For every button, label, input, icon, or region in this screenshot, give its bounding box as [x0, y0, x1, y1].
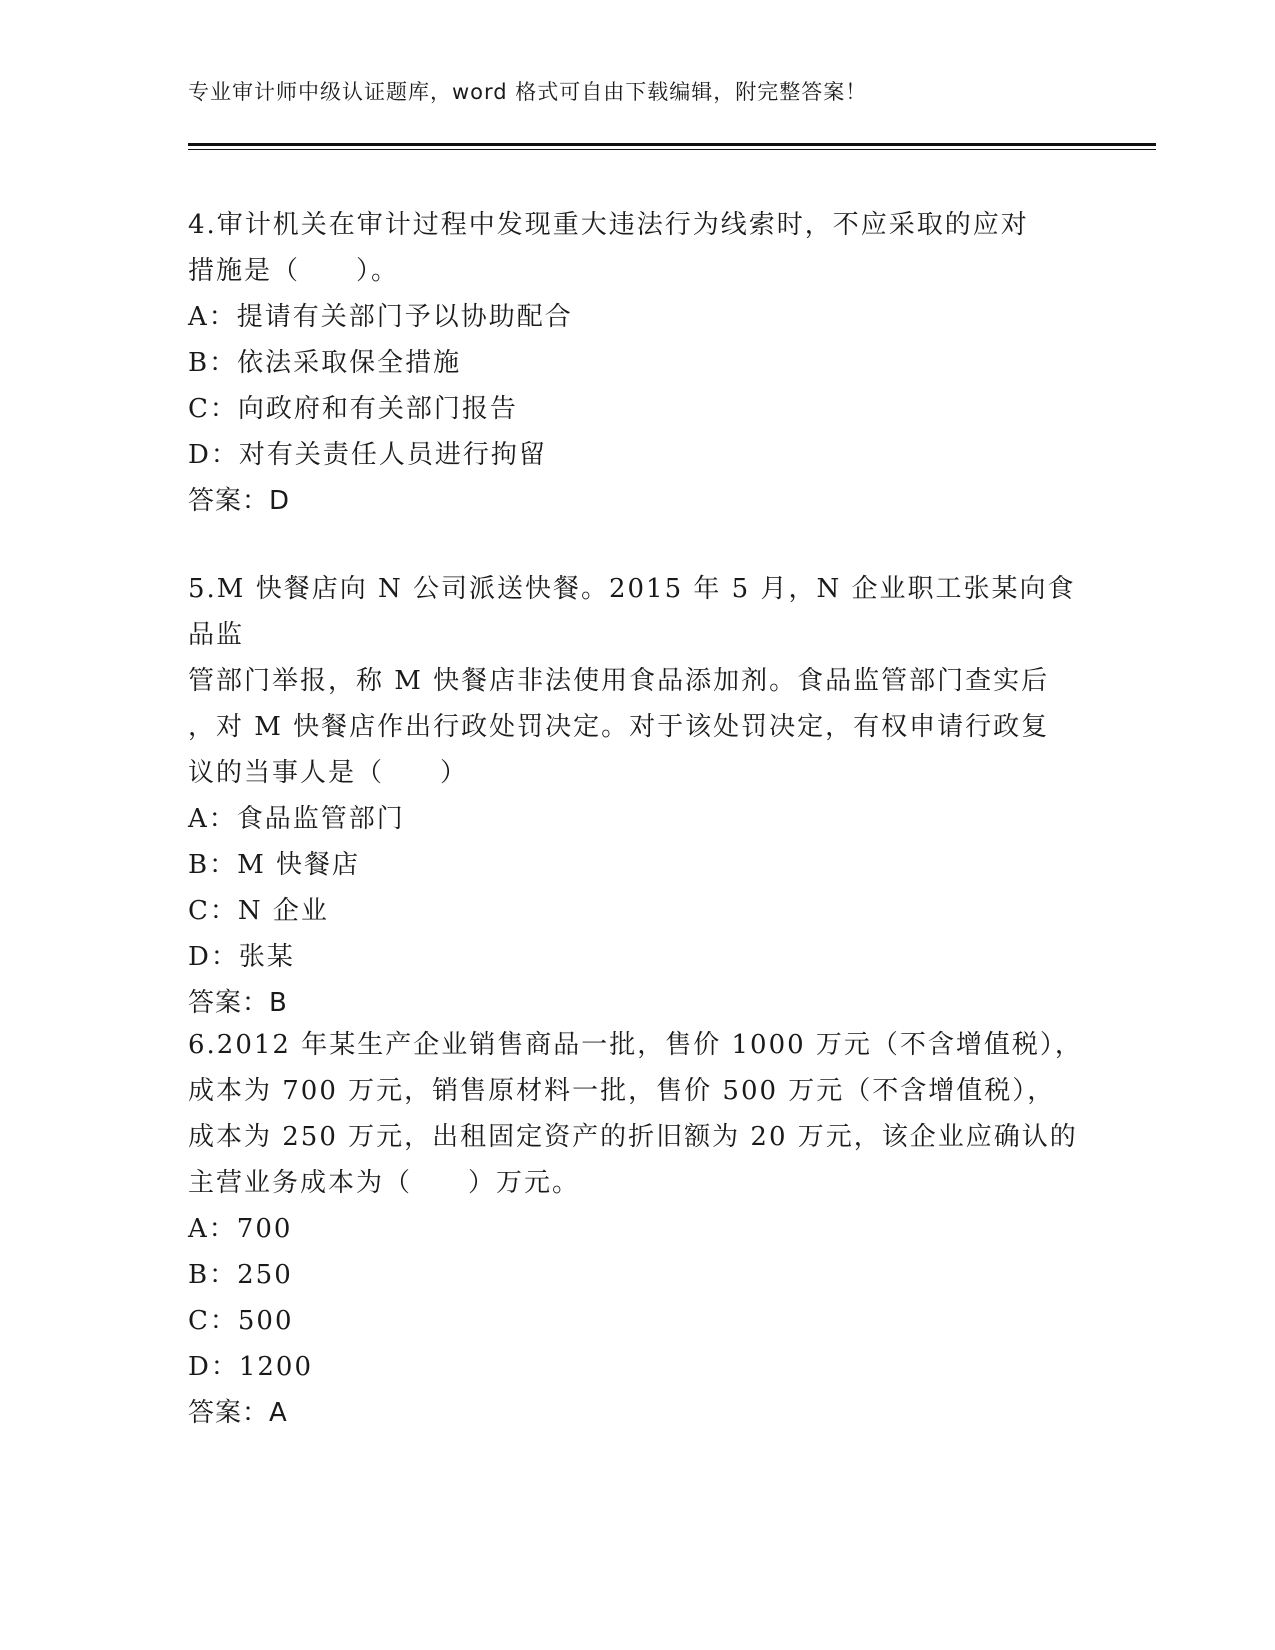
question-4: [188, 202, 1088, 524]
option-b: B：M 快餐店: [188, 850, 360, 880]
answer-line: 答案：A: [188, 1398, 288, 1428]
header-divider: [188, 143, 1156, 150]
option-c: C：500: [188, 1306, 294, 1336]
option-c: C：N 企业: [188, 896, 329, 926]
option-a: A：700: [188, 1214, 293, 1244]
question-stem-line: 6.2012 年某生产企业销售商品一批，售价 1000 万元（不含增值税），: [188, 1030, 1083, 1060]
page-header: 专业审计师中级认证题库，word 格式可自由下载编辑，附完整答案！: [188, 80, 868, 104]
question-stem-line: ，对 M 快餐店作出行政处罚决定。对于该处罚决定，有权申请行政复: [188, 712, 1050, 742]
question-stem-line: 4.审计机关在审计过程中发现重大违法行为线索时，不应采取的应对: [188, 210, 1029, 240]
question-stem-line: 成本为 700 万元，销售原材料一批，售价 500 万元（不含增值税），: [188, 1076, 1056, 1106]
option-c: C：向政府和有关部门报告: [188, 394, 518, 424]
question-stem-line: 措施是（ ）。: [188, 256, 400, 286]
answer-line: 答案：B: [188, 988, 288, 1018]
question-stem-line: 议的当事人是（ ）: [188, 758, 469, 788]
option-a: A：提请有关部门予以协助配合: [188, 302, 573, 332]
question-5: [188, 566, 1088, 1026]
option-d: D：1200: [188, 1352, 314, 1382]
question-stem-line: 5.M 快餐店向 N 公司派送快餐。2015 年 5 月，N 企业职工张某向食品监: [188, 574, 1076, 650]
question-6: [188, 1022, 1088, 1436]
question-stem-line: 成本为 250 万元，出租固定资产的折旧额为 20 万元，该企业应确认的: [188, 1122, 1078, 1152]
question-stem-line: 管部门举报，称 M 快餐店非法使用食品添加剂。食品监管部门查实后: [188, 666, 1050, 696]
question-stem-line: 主营业务成本为（ ）万元。: [188, 1168, 581, 1198]
answer-line: 答案：D: [188, 486, 291, 516]
option-d: D：张某: [188, 942, 295, 972]
option-a: A：食品监管部门: [188, 804, 405, 834]
option-b: B：依法采取保全措施: [188, 348, 462, 378]
option-d: D：对有关责任人员进行拘留: [188, 440, 547, 470]
option-b: B：250: [188, 1260, 293, 1290]
